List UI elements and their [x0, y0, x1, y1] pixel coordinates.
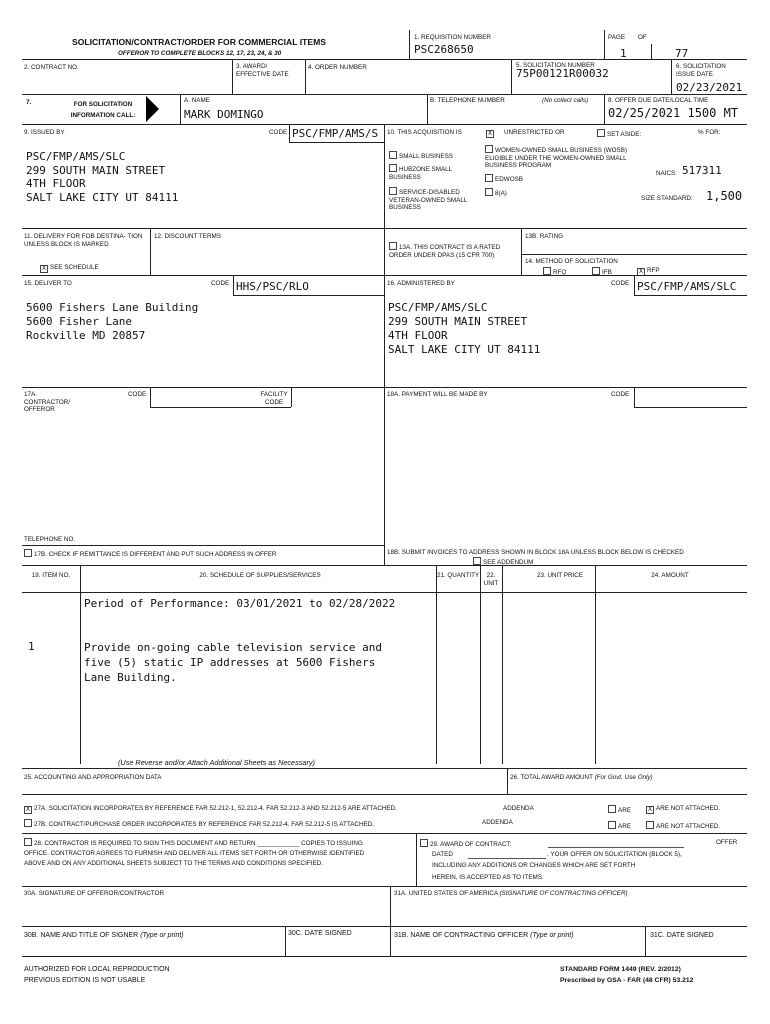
wosb-option[interactable]: WOMEN-OWNED SMALL BUSINESS (WOSB) ELIGIBLE UNDER THE WOMEN-OWNED SMALL BUSINESS PROGRAM	[485, 147, 628, 169]
see-schedule-checkbox[interactable]: X	[41, 265, 47, 272]
set-aside-checkbox[interactable]	[597, 129, 605, 137]
accounting-label: 25. ACCOUNTING AND APPROPRIATION DATA	[24, 774, 162, 781]
name-label: A. NAME	[184, 97, 210, 104]
remittance-option[interactable]: 17B. CHECK IF REMITTANCE IS DIFFERENT AND PUT SUCH ADDRESS IN OFFER	[24, 549, 276, 559]
administered-by-address: PSC/FMP/AMS/SLC 299 SOUTH MAIN STREET 4TH FLOOR SALT LAKE CITY UT 84111	[388, 301, 541, 356]
ifb-option[interactable]: IFB	[592, 267, 612, 277]
wosb-checkbox[interactable]	[485, 145, 493, 153]
footer-authorized: AUTHORIZED FOR LOCAL REPRODUCTION	[24, 966, 170, 973]
including-additions-text: INCLUDING ANY ADDITIONS OR CHANGES WHICH ARE SET FORTH	[432, 862, 636, 869]
signature-offeror-label: 30A. SIGNATURE OF OFFEROR/CONTRACTOR	[24, 890, 165, 897]
size-standard-label: SIZE STANDARD:	[641, 195, 693, 202]
administered-by-code-label: CODE	[611, 280, 630, 287]
col-amount: 24. AMOUNT	[651, 572, 689, 579]
unrestricted-option[interactable]: X UNRESTRICTED OR	[487, 129, 565, 137]
acquisition-label: 10. THIS ACQUISITION IS	[387, 129, 462, 136]
requisition-value[interactable]: PSC268650	[414, 43, 474, 56]
sdvosb-checkbox[interactable]	[389, 187, 397, 195]
27b-addenda: ADDENDA	[482, 819, 513, 826]
col-unit-price: 23. UNIT PRICE	[536, 572, 584, 579]
form-subtitle: OFFEROR TO COMPLETE BLOCKS 12, 17, 23, 24, & 30	[118, 50, 282, 57]
27a-are-not-option[interactable]: X ARE NOT ATTACHED.	[647, 805, 721, 813]
contractor-code-label: CODE	[128, 391, 147, 398]
edwosb-checkbox[interactable]	[485, 174, 493, 182]
deliver-to-code-value[interactable]: HHS/PSC/RLO	[236, 280, 309, 293]
29-award-option[interactable]: 29. AWARD OF CONTRACT:	[420, 839, 511, 849]
hubzone-checkbox[interactable]	[389, 164, 397, 172]
method-label: 14. METHOD OF SOLICITATION	[525, 258, 618, 265]
27a-checkbox[interactable]: X	[25, 806, 31, 813]
solicitation-number-label: 5. SOLICITATION NUMBER	[516, 62, 595, 69]
offeror-date-signed-label: 30C. DATE SIGNED	[288, 930, 352, 937]
27b-are-option[interactable]: ARE	[608, 821, 631, 831]
naics-label: NAICS:	[656, 170, 677, 177]
payment-label: 18A. PAYMENT WILL BE MADE BY	[387, 391, 488, 398]
see-addendum-checkbox[interactable]	[473, 557, 481, 565]
discount-terms-label: 12. DISCOUNT TERMS	[154, 233, 221, 240]
col-quantity: 21. QUANTITY	[436, 572, 480, 579]
ifb-checkbox[interactable]	[592, 267, 600, 275]
deliver-to-code-label: CODE	[211, 280, 230, 287]
signer-name-label: 30B. NAME AND TITLE OF SIGNER (Type or print)	[24, 932, 184, 939]
administered-by-code-value[interactable]: PSC/FMP/AMS/SLC	[637, 280, 737, 293]
of-label: OF	[638, 34, 647, 41]
set-aside-option[interactable]: SET ASIDE:	[597, 129, 641, 139]
rating-label: 13B. RATING	[525, 233, 564, 240]
facility-code-label: FACILITY CODE	[260, 391, 288, 406]
27b-are-not-checkbox[interactable]	[646, 821, 654, 829]
rfp-checkbox[interactable]: X	[638, 268, 644, 275]
offer-due-value[interactable]: 02/25/2021 1500 MT	[608, 106, 739, 120]
contract-no-label: 2. CONTRACT NO.	[24, 64, 79, 71]
page-label: PAGE	[608, 34, 626, 41]
29-checkbox[interactable]	[420, 839, 428, 847]
period-of-performance: Period of Performance: 03/01/2021 to 02/28/2022	[84, 597, 396, 610]
reverse-sheet-note: (Use Reverse and/or Attach Additional Sheets as Necessary)	[118, 758, 315, 767]
dated-label: DATED	[432, 851, 453, 858]
block-7-number: 7.	[26, 99, 32, 106]
size-standard-value[interactable]: 1,500	[706, 189, 743, 203]
hubzone-option[interactable]: HUBZONE SMALL BUSINESS	[389, 166, 452, 181]
total-award-label: 26. TOTAL AWARD AMOUNT (For Govt. Use Only)	[510, 774, 653, 781]
table-row-item-no: 1	[28, 640, 35, 653]
name-value[interactable]: MARK DOMINGO	[184, 108, 264, 121]
arrow-right-icon	[146, 96, 159, 122]
rfq-checkbox[interactable]	[543, 267, 551, 275]
sdvosb-option[interactable]: SERVICE-DISABLED VETERAN-OWNED SMALL BUSINESS	[389, 189, 468, 211]
27a-addenda: ADDENDA	[503, 805, 534, 812]
28-checkbox[interactable]	[24, 838, 32, 846]
form-title: SOLICITATION/CONTRACT/ORDER FOR COMMERCIAL ITEMS	[72, 37, 326, 47]
of-value: 77	[675, 47, 689, 60]
deliver-to-label: 15. DELIVER TO	[24, 280, 72, 287]
issued-by-label: 9. ISSUED BY	[24, 129, 65, 136]
requisition-label: 1. REQUISITION NUMBER	[414, 34, 491, 41]
27b-checkbox[interactable]	[24, 819, 32, 827]
27b-are-checkbox[interactable]	[608, 821, 616, 829]
col-schedule: 20. SCHEDULE OF SUPPLIES/SERVICES	[199, 572, 321, 579]
percent-for-label: % FOR:	[698, 129, 721, 136]
delivery-fob-label: 11. DELIVERY FOR FOB DESTINA- TION UNLESS BLOCK IS MARKED	[24, 233, 143, 248]
footer-prescribed: Prescribed by GSA - FAR (48 CFR) 53.212	[560, 977, 694, 984]
solicitation-info-label: FOR SOLICITATION INFORMATION CALL:	[70, 101, 136, 119]
submit-invoices-label: 18B. SUBMIT INVOICES TO ADDRESS SHOWN IN BLOCK 18A UNLESS BLOCK BELOW IS CHECKED	[387, 549, 684, 556]
27a-are-not-checkbox[interactable]: X	[647, 806, 653, 813]
see-addendum-option[interactable]: SEE ADDENDUM	[473, 557, 533, 567]
rated-order-checkbox[interactable]	[389, 242, 397, 250]
your-offer-text: . YOUR OFFER ON SOLICITATION (BLOCK 5),	[547, 851, 682, 858]
unrestricted-checkbox[interactable]: X	[487, 130, 493, 137]
dated-line[interactable]	[468, 858, 546, 859]
offer-due-label: 8. OFFER DUE DATE/LOCAL TIME	[608, 97, 709, 104]
order-number-label: 4. ORDER NUMBER	[308, 64, 367, 71]
contractor-label: 17A. CONTRACTOR/ OFFEROR	[24, 391, 71, 413]
27b-option[interactable]: 27B. CONTRACT/PURCHASE ORDER INCORPORATES BY REFERENCE FAR 52.212-4. FAR 52.212-5 IS ATTACHED.	[24, 819, 374, 829]
solicitation-issue-value[interactable]: 02/23/2021	[676, 81, 743, 94]
remittance-checkbox[interactable]	[24, 549, 32, 557]
issued-by-code-value[interactable]: PSC/FMP/AMS/S	[292, 127, 379, 140]
solicitation-issue-label: 6. SOLICITATION ISSUE DATE	[676, 63, 726, 78]
naics-value[interactable]: 517311	[682, 164, 722, 177]
see-schedule-option[interactable]: X SEE SCHEDULE	[41, 264, 99, 272]
col-unit: 22. UNIT	[483, 572, 499, 587]
deliver-to-address: 5600 Fishers Lane Building 5600 Fisher Lane Rockville MD 20857	[26, 301, 199, 342]
telephone-label: B. TELEPHONE NUMBER	[430, 97, 505, 104]
27a-are-option[interactable]: ARE	[608, 805, 631, 815]
award-contract-line[interactable]	[548, 847, 684, 848]
27a-are-checkbox[interactable]	[608, 805, 616, 813]
27b-are-not-option[interactable]: ARE NOT ATTACHED.	[646, 821, 720, 831]
table-row-description: Provide on-going cable television service and five (5) static IP addresses at 5600 Fishers Lane Building.	[84, 641, 383, 684]
telephone-no-label: TELEPHONE NO.	[24, 536, 76, 543]
27a-option[interactable]: X 27A. SOLICITATION INCORPORATES BY REFERENCE FAR 52.212-1, 52.212-4. FAR 52.212-3 AND 52.212-5 ARE ATTACHED.	[25, 805, 397, 813]
col-item-no: 19. ITEM NO.	[31, 572, 71, 579]
rated-order-option[interactable]: 13A. THIS CONTRACT IS A RATED ORDER UNDER DPAS (15 CFR 700)	[389, 244, 501, 259]
issued-by-address: PSC/FMP/AMS/SLC 299 SOUTH MAIN STREET 4TH FLOOR SALT LAKE CITY UT 84111	[26, 150, 179, 204]
collect-calls-note: (No collect calls)	[542, 97, 589, 104]
footer-previous-edition: PREVIOUS EDITION IS NOT USABLE	[24, 977, 146, 984]
small-business-checkbox[interactable]	[389, 151, 397, 159]
accepted-items-text: HEREIN, IS ACCEPTED AS TO ITEMS:	[432, 874, 544, 881]
small-business-option[interactable]: SMALL BUSINESS	[389, 151, 453, 161]
footer-form-number: STANDARD FORM 1449 (REV. 2/2012)	[560, 966, 681, 973]
signature-officer-label: 31A. UNITED STATES OF AMERICA (SIGNATURE OF CONTRACTING OFFICER)	[394, 890, 628, 897]
offer-label: OFFER	[716, 839, 738, 846]
administered-by-label: 16. ADMINISTERED BY	[387, 280, 455, 287]
issued-by-code-label: CODE	[269, 129, 288, 136]
rfp-option[interactable]: X RFP	[638, 267, 660, 275]
payment-code-label: CODE	[611, 391, 630, 398]
officer-date-signed-label: 31C. DATE SIGNED	[650, 932, 714, 939]
8a-checkbox[interactable]	[485, 188, 493, 196]
28-contractor-sign[interactable]: 28. CONTRACTOR IS REQUIRED TO SIGN THIS DOCUMENT AND RETURN ____________ COPIES TO ISSUING OFFICE. CONTRACTOR AGREES TO FURNISH AND DELIVER ALL ITEMS SET FORTH OR OTHERWISE IDENTIFIED ABOVE AND ON ANY ADDITIONAL SHEETS SUBJECT TO THE TERMS AND CONDITIONS SPECIFIED.	[24, 840, 365, 867]
page-value: 1	[620, 47, 627, 60]
edwosb-option[interactable]: EDWOSB	[485, 174, 523, 184]
solicitation-number-value[interactable]: 75P00121R00032	[516, 67, 609, 80]
award-date-label: 3. AWARD/ EFFECTIVE DATE	[236, 63, 289, 78]
officer-name-label: 31B. NAME OF CONTRACTING OFFICER (Type or print)	[394, 932, 574, 939]
8a-option[interactable]: 8(A)	[485, 188, 507, 198]
rfq-option[interactable]: RFQ	[543, 267, 566, 277]
